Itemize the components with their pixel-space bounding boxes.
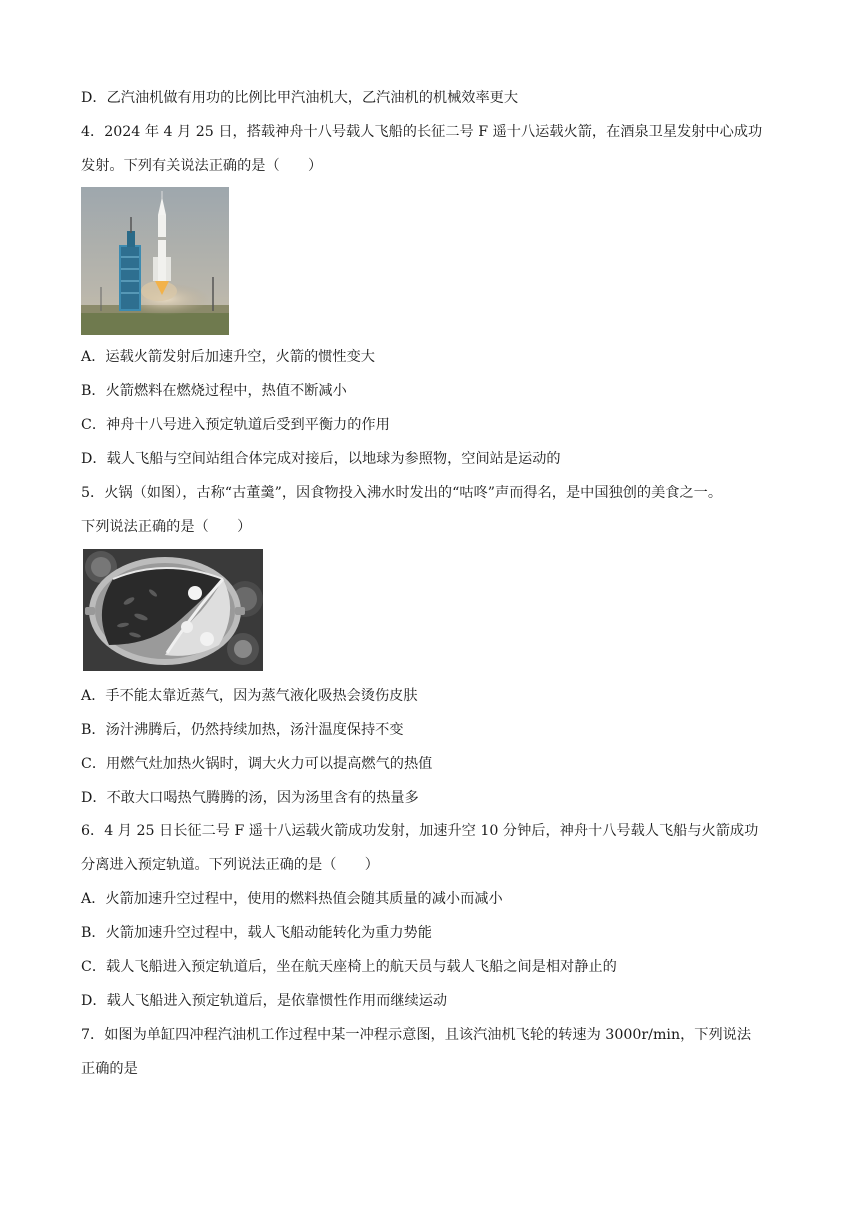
q6-stem-line-1: 6．4 月 25 日长征二号 F 遥十八运载火箭成功发射，加速升空 10 分钟后，神舟十八号载人飞船与火箭成功 (81, 823, 759, 839)
q6-option-a: A．火箭加速升空过程中，使用的燃料热值会随其质量的减小而减小 (81, 891, 503, 907)
q3-option-d: D．乙汽油机做有用功的比例比甲汽油机大，乙汽油机的机械效率更大 (81, 90, 519, 106)
q5-stem-line-2: 下列说法正确的是（ ） (81, 519, 252, 535)
q5-stem-line-1: 5．火锅（如图），古称“古董羹”，因食物投入沸水时发出的“咕咚”声而得名，是中国独创的美食之一。 (81, 485, 723, 501)
q4-stem-line-1: 4．2024 年 4 月 25 日，搭载神舟十八号载人飞船的长征二号 F 遥十八运载火箭，在酒泉卫星发射中心成功 (81, 124, 763, 140)
q6-option-b: B．火箭加速升空过程中，载人飞船动能转化为重力势能 (81, 925, 432, 941)
q5-option-a: A．手不能太靠近蒸气，因为蒸气液化吸热会烫伤皮肤 (81, 688, 418, 704)
q7-stem-line-1: 7．如图为单缸四冲程汽油机工作过程中某一冲程示意图，且该汽油机飞轮的转速为 3000r/min，下列说法 (81, 1027, 752, 1043)
q6-stem-line-2: 分离进入预定轨道。下列说法正确的是（ ） (81, 857, 379, 873)
q7-stem-line-2: 正确的是 (81, 1061, 138, 1077)
q5-option-c: C．用燃气灶加热火锅时，调大火力可以提高燃气的热值 (81, 756, 433, 772)
q4-stem-line-2: 发射。下列有关说法正确的是（ ） (81, 158, 323, 174)
q4-option-a: A．运载火箭发射后加速升空，火箭的惯性变大 (81, 349, 375, 365)
q5-option-b: B．汤汁沸腾后，仍然持续加热，汤汁温度保持不变 (81, 722, 404, 738)
rocket-launch-photo (81, 187, 229, 335)
q6-option-d: D．载人飞船进入预定轨道后，是依靠惯性作用而继续运动 (81, 993, 448, 1009)
q5-option-d: D．不敢大口喝热气腾腾的汤，因为汤里含有的热量多 (81, 790, 419, 806)
q6-option-c: C．载人飞船进入预定轨道后，坐在航天座椅上的航天员与载人飞船之间是相对静止的 (81, 959, 617, 975)
q4-option-d: D．载人飞船与空间站组合体完成对接后，以地球为参照物，空间站是运动的 (81, 451, 561, 467)
q4-option-c: C．神舟十八号进入预定轨道后受到平衡力的作用 (81, 417, 390, 433)
q4-option-b: B．火箭燃料在燃烧过程中，热值不断减小 (81, 383, 347, 399)
hotpot-photo (83, 549, 263, 671)
